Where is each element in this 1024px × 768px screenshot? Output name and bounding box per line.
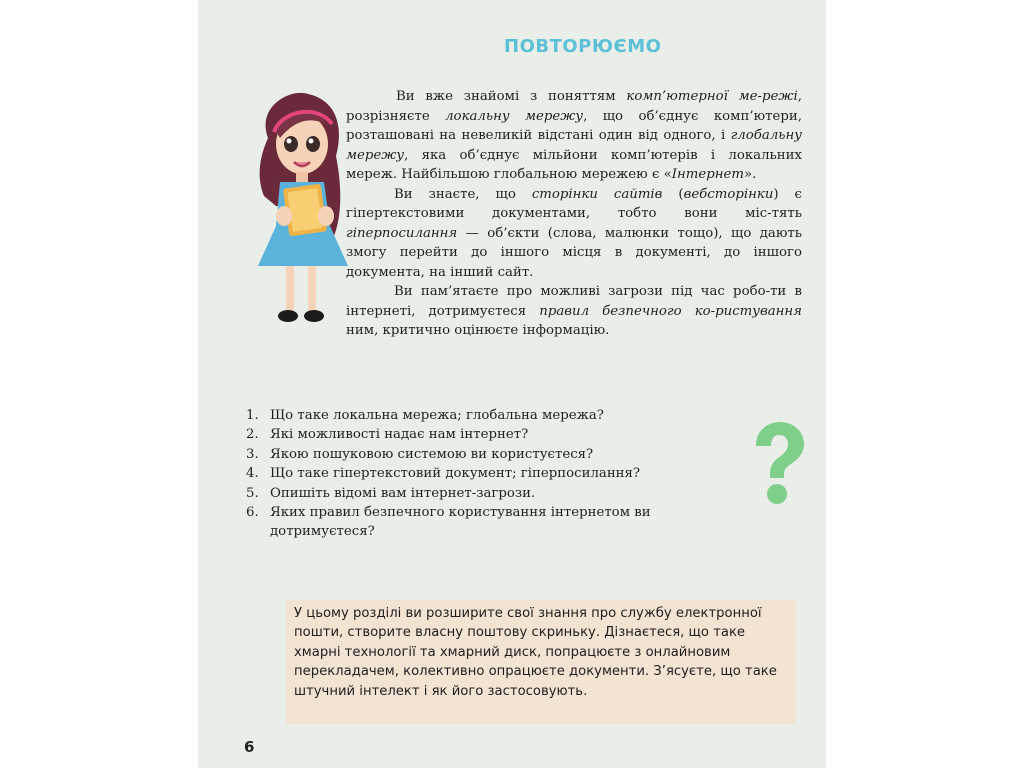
intro-paragraph-2 <box>346 185 802 283</box>
question-item: 5. Опишіть відомі вам інтернет-загрози. <box>246 485 536 501</box>
question-mark-icon <box>750 422 806 506</box>
question-item: 4. Що таке гіпертекстовий документ; гіперпосилання? <box>246 466 641 482</box>
italic-term: вебсторінки <box>683 186 774 202</box>
text-run: ним, критично оцінюєте інформацію. <box>346 323 610 338</box>
intro-text <box>346 87 802 341</box>
text-run: , що об’єднує комп’ютери, розташовані на невеликій відстані один від одного, і <box>346 108 802 143</box>
italic-term: гіперпосилання <box>346 225 458 241</box>
italic-term: правил безпечного ко-ристування <box>539 303 802 319</box>
textbook-page <box>198 0 826 768</box>
text-run: , яка об’єднує мільйони комп’ютерів і локальних мереж. Найбільшою глобальною мережею є « <box>346 147 802 182</box>
italic-term: Інтернет <box>671 167 745 182</box>
chapter-summary-box: У цьому розділі ви розширите свої знання про службу електронної пошти, створите власну поштову скриньку. Дізнаєтеся, що таке хмарні технології та хмарний диск, попрацюєте з онлайновим перекладачем, колективно опрацюєте документи. З’ясуєте, що таке штучний інтелект і як його застосовують. <box>286 600 796 724</box>
section-heading: ПОВТОРЮЄМО <box>504 36 662 57</box>
text-run: , розрізняєте <box>346 89 802 124</box>
italic-term: сторінки сайтів <box>531 186 663 202</box>
text-run: Ви пам’ятаєте про можливі загрози під час робо-ти в інтернеті, дотримуєтеся <box>346 284 802 319</box>
review-questions-list <box>246 406 726 542</box>
question-item: 6. Яких правил безпечного користування інтернетом ви дотримуєтеся? <box>246 505 651 540</box>
girl-with-books-icon <box>246 86 356 336</box>
italic-term: глобальну мережу <box>346 128 802 163</box>
text-run: ) є гіпертекстовими документами, тобто вони міс-тять <box>346 186 802 221</box>
text-run: Ви вже знайомі з поняттям <box>396 89 627 104</box>
intro-paragraph-3 <box>346 282 802 341</box>
question-item: 1. Що таке локальна мережа; глобальна мережа? <box>246 408 604 423</box>
text-run: ». <box>744 167 757 182</box>
text-run: Ви знаєте, що <box>394 186 532 202</box>
question-item: 3. Якою пошуковою системою ви користуєтеся? <box>246 446 594 462</box>
italic-term: комп’ютерної ме-режі <box>626 89 798 104</box>
intro-paragraph-1 <box>346 87 802 185</box>
page-number: 6 <box>244 738 255 756</box>
italic-term: локальну мережу <box>445 108 584 124</box>
text-run: — об’єкти (слова, малюнки тощо), що дають змогу перейти до іншого місця в документі, до іншого документа, на інший сайт. <box>346 225 802 280</box>
text-run: ( <box>662 186 684 202</box>
question-item: 2. Які можливості надає нам інтернет? <box>246 427 529 443</box>
